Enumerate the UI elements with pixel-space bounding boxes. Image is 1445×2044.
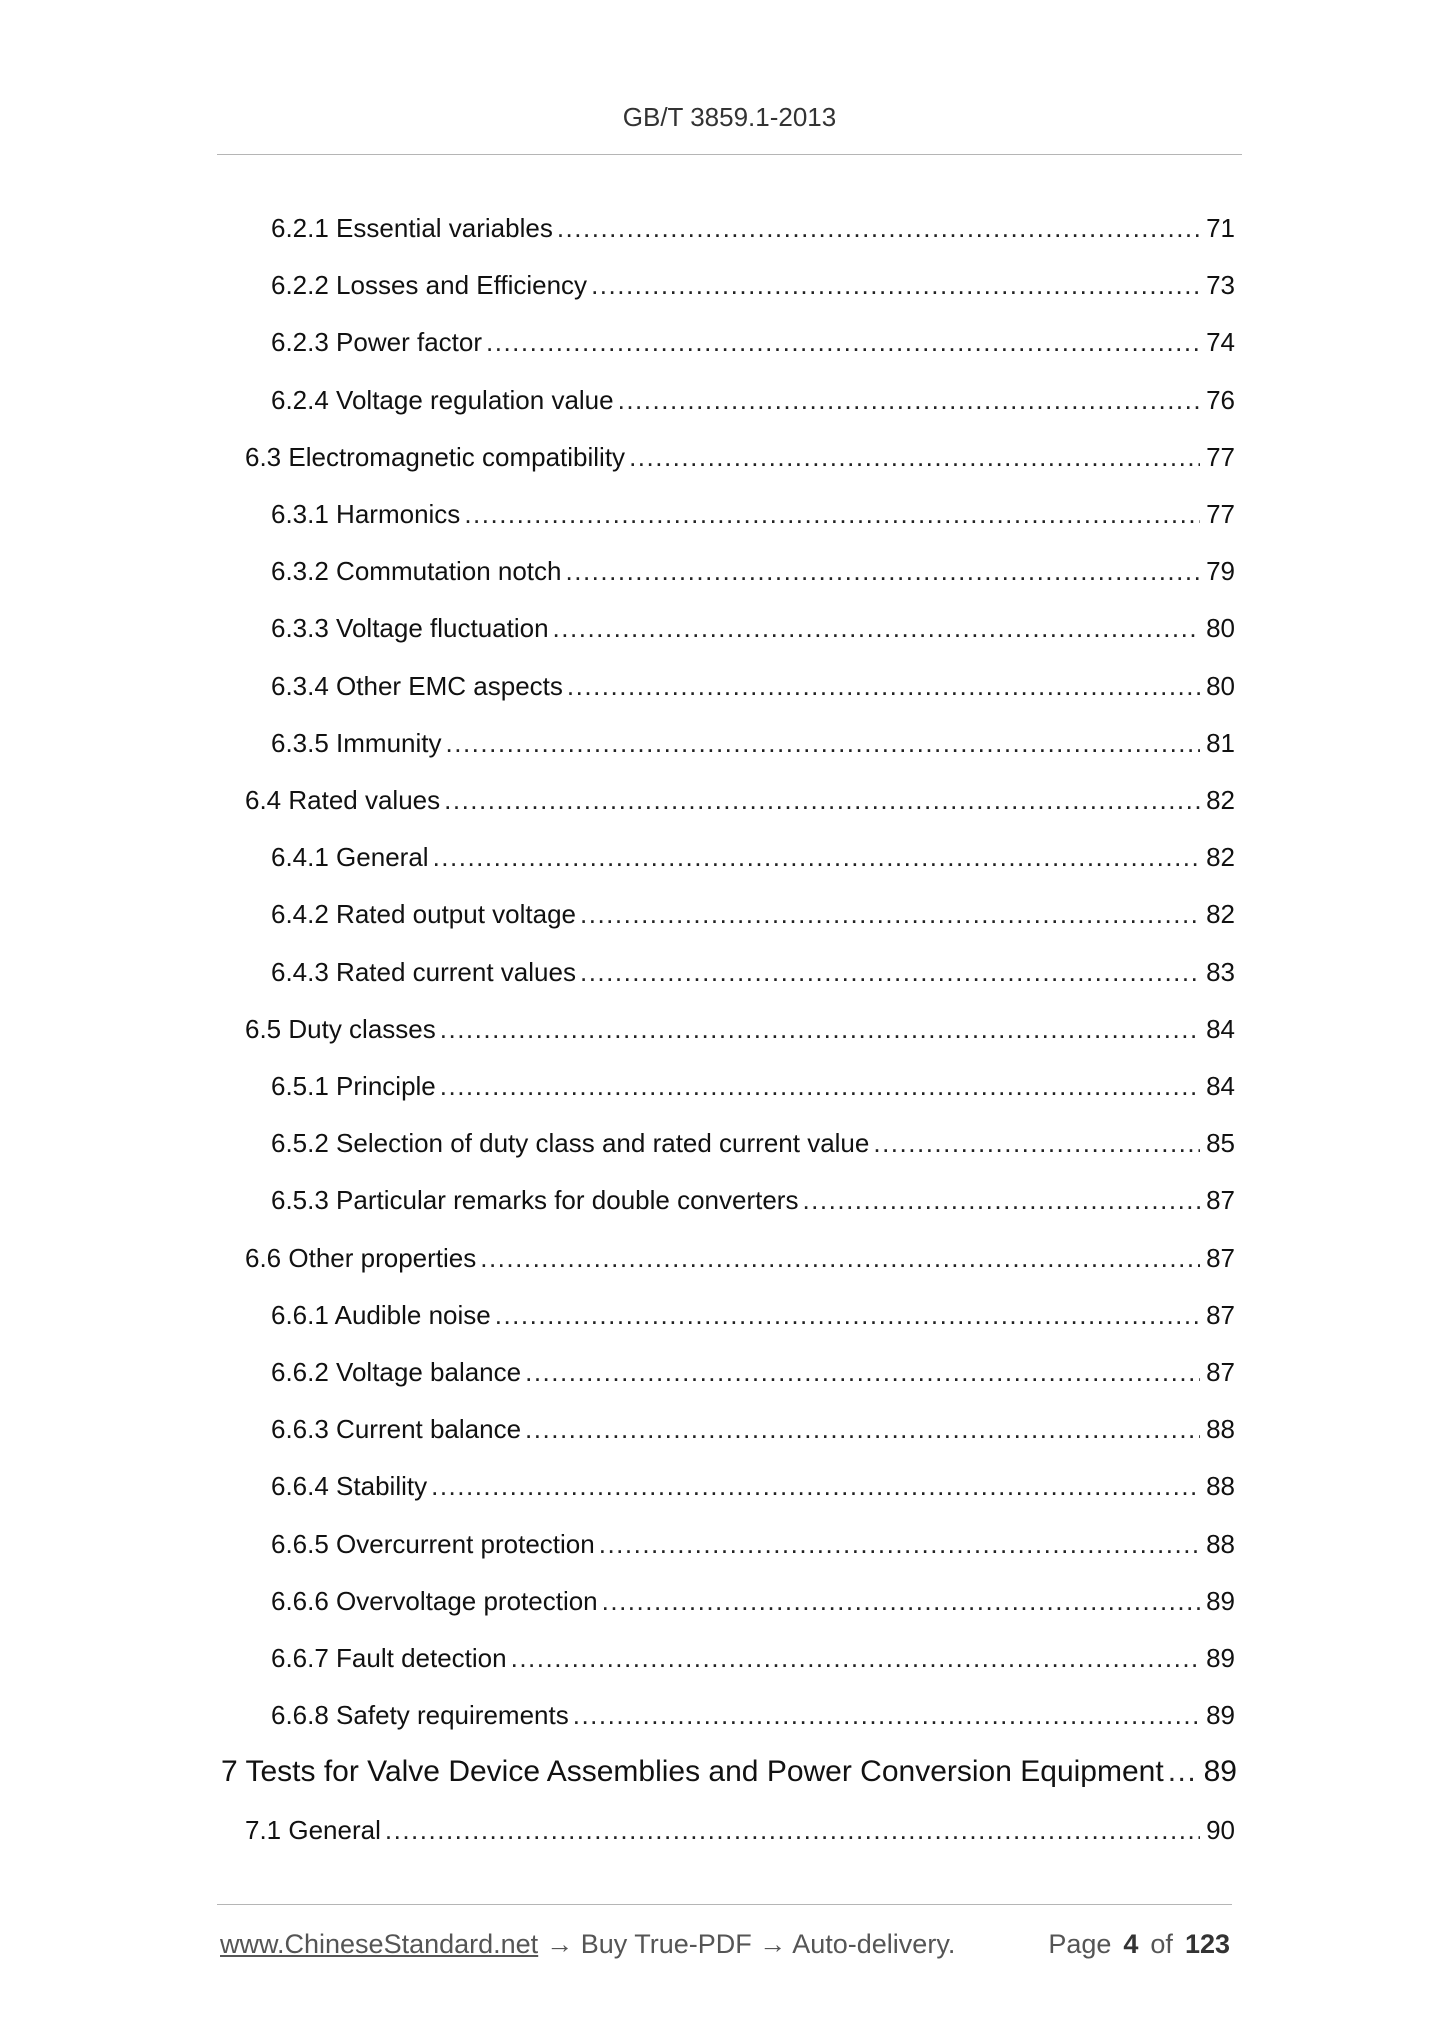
toc-entry-title: 6.5.2 Selection of duty class and rated current value: [271, 1128, 870, 1158]
toc-entry-title: 6.2.4 Voltage regulation value: [271, 385, 614, 415]
toc-entry-title: 6.6 Other properties: [245, 1243, 477, 1273]
toc-entry-title: 6.3 Electromagnetic compatibility: [245, 442, 626, 472]
toc-dot-leader: [553, 608, 1201, 648]
toc-entry-title: 7.1 General: [245, 1815, 381, 1845]
toc-dot-leader: [444, 780, 1200, 820]
toc-entry-title: 6.4.3 Rated current values: [271, 957, 576, 987]
toc-entry[interactable]: [271, 666, 1235, 706]
toc-entry[interactable]: [271, 1695, 1235, 1735]
toc-entry[interactable]: [221, 1752, 1237, 1792]
toc-entry-page: 84: [1206, 1014, 1235, 1044]
toc-entry[interactable]: [271, 551, 1235, 591]
toc-entry-page: 87: [1206, 1300, 1235, 1330]
toc-dot-leader: [464, 494, 1200, 534]
toc-dot-leader: [431, 1466, 1200, 1506]
toc-entry[interactable]: [271, 1295, 1235, 1335]
toc-entry-page: 87: [1206, 1185, 1235, 1215]
page-label: Page: [1048, 1928, 1112, 1959]
toc-entry[interactable]: [271, 1638, 1235, 1678]
page-footer: [220, 1924, 1230, 1964]
toc-entry-title: 6.2.2 Losses and Efficiency: [271, 270, 588, 300]
toc-entry-title: 6.2.3 Power factor: [271, 327, 482, 357]
toc-entry-title: 6.6.1 Audible noise: [271, 1300, 491, 1330]
toc-entry-page: 84: [1206, 1071, 1235, 1101]
toc-entry-title: 6.5 Duty classes: [245, 1014, 436, 1044]
toc-entry-title: 6.3.3 Voltage fluctuation: [271, 613, 549, 643]
toc-dot-leader: [385, 1810, 1200, 1850]
toc-entry-page: 89: [1206, 1700, 1235, 1730]
toc-dot-leader: [573, 1695, 1200, 1735]
toc-dot-leader: [525, 1352, 1200, 1392]
toc-entry[interactable]: [271, 1466, 1235, 1506]
toc-dot-leader: [599, 1524, 1200, 1564]
toc-entry-page: 83: [1206, 957, 1235, 987]
toc-entry[interactable]: [271, 1409, 1235, 1449]
toc-entry-title: 6.6.2 Voltage balance: [271, 1357, 522, 1387]
toc-dot-leader: [591, 265, 1200, 305]
document-header: GB/T 3859.1-2013: [622, 102, 837, 132]
toc-entry-page: 85: [1206, 1128, 1235, 1158]
toc-entry[interactable]: [271, 265, 1235, 305]
toc-entry[interactable]: [271, 894, 1235, 934]
toc-entry[interactable]: [245, 1810, 1235, 1850]
footer-divider: [217, 1904, 1232, 1905]
toc-entry-title: 6.6.3 Current balance: [271, 1414, 522, 1444]
toc-entry[interactable]: [245, 1009, 1235, 1049]
toc-entry[interactable]: [271, 952, 1235, 992]
toc-dot-leader: [525, 1409, 1200, 1449]
toc-entry-page: 77: [1206, 499, 1235, 529]
toc-entry[interactable]: [271, 208, 1235, 248]
toc-entry-title: 6.6.8 Safety requirements: [271, 1700, 569, 1730]
toc-entry-title: 6.3.1 Harmonics: [271, 499, 461, 529]
toc-entry-page: 87: [1206, 1357, 1235, 1387]
toc-dot-leader: [433, 837, 1201, 877]
toc-entry[interactable]: [271, 1066, 1235, 1106]
toc-entry-title: 6.3.4 Other EMC aspects: [271, 671, 563, 701]
toc-entry-page: 82: [1206, 842, 1235, 872]
toc-entry[interactable]: [271, 494, 1235, 534]
toc-entry-page: 77: [1206, 442, 1235, 472]
toc-dot-leader: [629, 437, 1200, 477]
toc-entry-page: 79: [1206, 556, 1235, 586]
toc-entry[interactable]: [271, 1524, 1235, 1564]
page-number: 4: [1123, 1928, 1139, 1959]
toc-entry-title: 7 Tests for Valve Device Assemblies and Power Conversion Equipment: [221, 1755, 1164, 1788]
toc-entry[interactable]: [271, 1581, 1235, 1621]
toc-dot-leader: [873, 1123, 1200, 1163]
toc-entry-page: 73: [1206, 270, 1235, 300]
toc-entry-title: 6.3.2 Commutation notch: [271, 556, 562, 586]
toc-dot-leader: [511, 1638, 1200, 1678]
toc-entry-page: 80: [1206, 613, 1235, 643]
toc-entry-page: 76: [1206, 385, 1235, 415]
of-label: of: [1150, 1928, 1173, 1959]
toc-dot-leader: [802, 1180, 1200, 1220]
toc-entry[interactable]: [271, 723, 1235, 763]
toc-entry-title: 6.5.3 Particular remarks for double converters: [271, 1185, 799, 1215]
toc-entry-title: 6.4.1 General: [271, 842, 429, 872]
toc-entry-page: 89: [1206, 1643, 1235, 1673]
toc-entry-page: 89: [1206, 1586, 1235, 1616]
toc-entry-page: 88: [1206, 1529, 1235, 1559]
toc-entry[interactable]: [271, 608, 1235, 648]
toc-entry-page: 71: [1206, 213, 1235, 243]
toc-entry[interactable]: [245, 1238, 1235, 1278]
toc-entry[interactable]: [271, 380, 1235, 420]
toc-dot-leader: [440, 1066, 1200, 1106]
toc-entry[interactable]: [271, 837, 1235, 877]
page-indicator: [1048, 1929, 1230, 1960]
toc-entry-page: 80: [1206, 671, 1235, 701]
footer-tagline: → Buy True-PDF → Auto-delivery.: [546, 1928, 956, 1959]
toc-entry[interactable]: [271, 322, 1235, 362]
toc-dot-leader: [580, 894, 1200, 934]
toc-entry-page: 90: [1206, 1815, 1235, 1845]
toc-dot-leader: [446, 723, 1201, 763]
toc-dot-leader: [618, 380, 1200, 420]
toc-entry-page: 74: [1206, 327, 1235, 357]
toc-entry-page: 82: [1206, 785, 1235, 815]
toc-entry[interactable]: [271, 1123, 1235, 1163]
toc-entry-title: 6.4.2 Rated output voltage: [271, 899, 577, 929]
toc-entry-title: 6.6.5 Overcurrent protection: [271, 1529, 595, 1559]
toc-entry-page: 82: [1206, 899, 1235, 929]
toc-entry-page: 88: [1206, 1471, 1235, 1501]
toc-entry-title: 6.3.5 Immunity: [271, 728, 442, 758]
toc-dot-leader: [1168, 1752, 1198, 1792]
toc-entry[interactable]: [271, 1180, 1235, 1220]
toc-dot-leader: [440, 1009, 1200, 1049]
toc-dot-leader: [580, 952, 1200, 992]
toc-dot-leader: [557, 208, 1200, 248]
toc-entry-title: 6.6.7 Fault detection: [271, 1643, 507, 1673]
toc-dot-leader: [486, 322, 1200, 362]
website-link[interactable]: www.ChineseStandard.net: [220, 1928, 539, 1959]
toc-dot-leader: [480, 1238, 1200, 1278]
toc-dot-leader: [495, 1295, 1200, 1335]
toc-dot-leader: [602, 1581, 1200, 1621]
toc-dot-leader: [566, 551, 1201, 591]
page-total: 123: [1184, 1928, 1230, 1959]
toc-entry-title: 6.6.6 Overvoltage protection: [271, 1586, 598, 1616]
toc-entry-title: 6.4 Rated values: [245, 785, 441, 815]
toc-entry[interactable]: [245, 780, 1235, 820]
toc-entry-page: 87: [1206, 1243, 1235, 1273]
toc-entry-page: 88: [1206, 1414, 1235, 1444]
toc-entry-page: 89: [1203, 1755, 1237, 1788]
toc-entry-page: 81: [1206, 728, 1235, 758]
toc-dot-leader: [567, 666, 1200, 706]
toc-entry-title: 6.6.4 Stability: [271, 1471, 428, 1501]
toc-entry-title: 6.2.1 Essential variables: [271, 213, 553, 243]
toc-entry-title: 6.5.1 Principle: [271, 1071, 436, 1101]
toc-entry[interactable]: [245, 437, 1235, 477]
toc-entry[interactable]: [271, 1352, 1235, 1392]
